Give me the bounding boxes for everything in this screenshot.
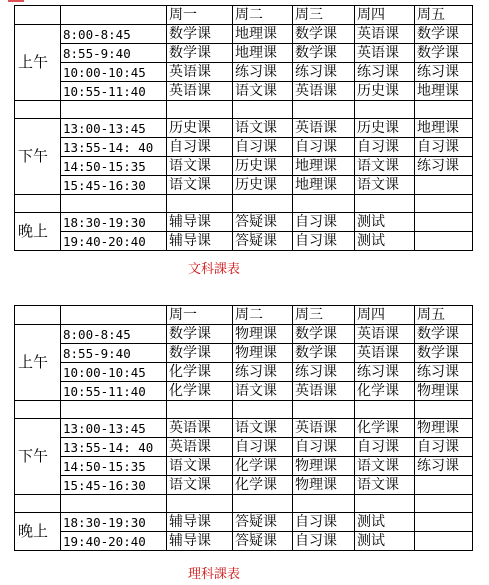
subject-cell — [415, 476, 473, 495]
subject-cell: 练习课 — [233, 63, 293, 82]
empty-cell — [233, 101, 293, 119]
table-row — [15, 138, 473, 157]
subject-cell: 英语课 — [293, 382, 355, 401]
time-slot: 18:30-19:30 — [61, 213, 167, 232]
time-slot: 14:50-15:35 — [61, 157, 167, 176]
empty-cell — [167, 401, 233, 419]
subject-cell: 自习课 — [293, 532, 355, 551]
table-row — [15, 457, 473, 476]
subject-cell: 自习课 — [293, 232, 355, 251]
science-timetable — [14, 305, 473, 551]
subject-cell: 英语课 — [293, 419, 355, 438]
day-header: 周二 — [233, 306, 293, 325]
table-row — [15, 25, 473, 44]
subject-cell: 辅导课 — [167, 513, 233, 532]
time-slot: 15:45-16:30 — [61, 476, 167, 495]
header-row — [15, 6, 473, 25]
time-slot: 13:55-14: 40 — [61, 438, 167, 457]
subject-cell: 语文课 — [355, 457, 415, 476]
subject-cell: 测试 — [355, 213, 415, 232]
table-row — [15, 476, 473, 495]
subject-cell: 英语课 — [167, 82, 233, 101]
subject-cell: 英语课 — [293, 82, 355, 101]
table-row — [15, 325, 473, 344]
subject-cell — [415, 176, 473, 195]
subject-cell: 自习课 — [355, 138, 415, 157]
day-header: 周五 — [415, 306, 473, 325]
corner-cell — [15, 306, 61, 325]
empty-cell — [415, 195, 473, 213]
subject-cell: 练习课 — [415, 157, 473, 176]
empty-cell — [15, 401, 61, 419]
subject-cell: 地理课 — [233, 44, 293, 63]
subject-cell: 英语课 — [167, 63, 233, 82]
time-slot: 13:00-13:45 — [61, 119, 167, 138]
subject-cell: 地理课 — [415, 82, 473, 101]
subject-cell: 英语课 — [355, 44, 415, 63]
subject-cell: 自习课 — [415, 438, 473, 457]
subject-cell: 语文课 — [233, 419, 293, 438]
subject-cell: 历史课 — [355, 119, 415, 138]
subject-cell: 英语课 — [167, 438, 233, 457]
time-slot: 13:55-14: 40 — [61, 138, 167, 157]
day-header: 周一 — [167, 306, 233, 325]
subject-cell: 化学课 — [355, 419, 415, 438]
subject-cell: 自习课 — [355, 438, 415, 457]
subject-cell: 物理课 — [233, 344, 293, 363]
time-slot: 18:30-19:30 — [61, 513, 167, 532]
empty-cell — [355, 401, 415, 419]
day-header: 周一 — [167, 6, 233, 25]
subject-cell: 英语课 — [167, 419, 233, 438]
subject-cell: 自习课 — [167, 138, 233, 157]
separator-row — [15, 195, 473, 213]
empty-cell — [15, 101, 61, 119]
liberal-arts-timetable — [14, 5, 473, 251]
subject-cell: 英语课 — [355, 344, 415, 363]
table-row — [15, 176, 473, 195]
subject-cell — [415, 513, 473, 532]
subject-cell: 自习课 — [415, 138, 473, 157]
empty-cell — [293, 401, 355, 419]
empty-cell — [415, 495, 473, 513]
subject-cell: 练习课 — [355, 63, 415, 82]
table-row — [15, 44, 473, 63]
subject-cell: 自习课 — [233, 138, 293, 157]
table-row — [15, 419, 473, 438]
empty-cell — [61, 401, 167, 419]
subject-cell: 化学课 — [233, 457, 293, 476]
subject-cell: 化学课 — [167, 382, 233, 401]
time-header-cell — [61, 6, 167, 25]
subject-cell: 数学课 — [293, 44, 355, 63]
subject-cell: 英语课 — [355, 25, 415, 44]
subject-cell — [415, 232, 473, 251]
period-label: 晚上 — [15, 513, 61, 551]
empty-cell — [293, 495, 355, 513]
table-row — [15, 363, 473, 382]
table-row — [15, 382, 473, 401]
period-label: 下午 — [15, 119, 61, 195]
subject-cell: 数学课 — [293, 344, 355, 363]
time-slot: 8:55-9:40 — [61, 44, 167, 63]
time-slot: 19:40-20:40 — [61, 532, 167, 551]
time-slot: 19:40-20:40 — [61, 232, 167, 251]
subject-cell: 答疑课 — [233, 232, 293, 251]
empty-cell — [355, 101, 415, 119]
subject-cell: 化学课 — [355, 382, 415, 401]
subject-cell: 地理课 — [293, 157, 355, 176]
subject-cell: 历史课 — [233, 157, 293, 176]
subject-cell: 自习课 — [293, 438, 355, 457]
table-row — [15, 213, 473, 232]
subject-cell: 数学课 — [415, 344, 473, 363]
day-header: 周四 — [355, 6, 415, 25]
table-row — [15, 232, 473, 251]
subject-cell: 物理课 — [293, 457, 355, 476]
period-label: 上午 — [15, 25, 61, 101]
table-row — [15, 438, 473, 457]
time-slot: 15:45-16:30 — [61, 176, 167, 195]
day-header: 周二 — [233, 6, 293, 25]
subject-cell: 物理课 — [415, 382, 473, 401]
time-slot: 10:55-11:40 — [61, 82, 167, 101]
subject-cell: 答疑课 — [233, 213, 293, 232]
subject-cell: 历史课 — [167, 119, 233, 138]
corner-cell — [15, 6, 61, 25]
subject-cell: 语文课 — [167, 476, 233, 495]
subject-cell: 数学课 — [415, 325, 473, 344]
day-header: 周三 — [293, 6, 355, 25]
subject-cell: 自习课 — [233, 438, 293, 457]
subject-cell: 语文课 — [355, 476, 415, 495]
subject-cell: 数学课 — [415, 25, 473, 44]
empty-cell — [415, 101, 473, 119]
empty-cell — [415, 401, 473, 419]
subject-cell: 地理课 — [293, 176, 355, 195]
time-slot: 14:50-15:35 — [61, 457, 167, 476]
header-row — [15, 306, 473, 325]
empty-cell — [61, 101, 167, 119]
subject-cell: 练习课 — [293, 363, 355, 382]
subject-cell: 练习课 — [415, 63, 473, 82]
time-slot: 8:00-8:45 — [61, 25, 167, 44]
subject-cell: 语文课 — [167, 157, 233, 176]
subject-cell — [415, 213, 473, 232]
subject-cell: 练习课 — [293, 63, 355, 82]
table-row — [15, 532, 473, 551]
subject-cell: 练习课 — [233, 363, 293, 382]
subject-cell: 英语课 — [293, 119, 355, 138]
subject-cell: 答疑课 — [233, 513, 293, 532]
subject-cell: 练习课 — [355, 363, 415, 382]
separator-row — [15, 101, 473, 119]
subject-cell: 数学课 — [167, 25, 233, 44]
empty-cell — [15, 495, 61, 513]
empty-cell — [167, 495, 233, 513]
subject-cell: 自习课 — [293, 138, 355, 157]
subject-cell: 数学课 — [167, 344, 233, 363]
time-slot: 8:55-9:40 — [61, 344, 167, 363]
science-caption: 理科課表 — [188, 567, 241, 582]
subject-cell: 化学课 — [167, 363, 233, 382]
subject-cell: 辅导课 — [167, 213, 233, 232]
empty-cell — [61, 195, 167, 213]
time-slot: 10:00-10:45 — [61, 363, 167, 382]
table-row — [15, 82, 473, 101]
subject-cell: 物理课 — [415, 419, 473, 438]
subject-cell: 地理课 — [233, 25, 293, 44]
subject-cell: 语文课 — [233, 382, 293, 401]
separator-row — [15, 401, 473, 419]
empty-cell — [61, 495, 167, 513]
subject-cell: 练习课 — [415, 363, 473, 382]
subject-cell: 语文课 — [233, 119, 293, 138]
day-header: 周五 — [415, 6, 473, 25]
subject-cell: 答疑课 — [233, 532, 293, 551]
subject-cell: 语文课 — [355, 157, 415, 176]
subject-cell: 辅导课 — [167, 232, 233, 251]
subject-cell: 地理课 — [415, 119, 473, 138]
time-slot: 13:00-13:45 — [61, 419, 167, 438]
table-row — [15, 63, 473, 82]
empty-cell — [293, 101, 355, 119]
period-label: 下午 — [15, 419, 61, 495]
empty-cell — [167, 195, 233, 213]
empty-cell — [233, 401, 293, 419]
subject-cell: 历史课 — [233, 176, 293, 195]
subject-cell: 测试 — [355, 532, 415, 551]
subject-cell — [415, 532, 473, 551]
empty-cell — [355, 195, 415, 213]
subject-cell: 语文课 — [167, 176, 233, 195]
time-slot: 10:55-11:40 — [61, 382, 167, 401]
subject-cell: 数学课 — [167, 325, 233, 344]
subject-cell: 语文课 — [233, 82, 293, 101]
table-row — [15, 344, 473, 363]
subject-cell: 数学课 — [167, 44, 233, 63]
empty-cell — [355, 495, 415, 513]
subject-cell: 英语课 — [355, 325, 415, 344]
subject-cell: 化学课 — [233, 476, 293, 495]
subject-cell: 物理课 — [293, 476, 355, 495]
table-row — [15, 513, 473, 532]
table-row — [15, 157, 473, 176]
subject-cell: 数学课 — [293, 325, 355, 344]
subject-cell: 测试 — [355, 232, 415, 251]
subject-cell: 语文课 — [355, 176, 415, 195]
subject-cell: 历史课 — [355, 82, 415, 101]
subject-cell: 练习课 — [415, 457, 473, 476]
subject-cell: 数学课 — [415, 44, 473, 63]
subject-cell: 测试 — [355, 513, 415, 532]
subject-cell: 语文课 — [167, 457, 233, 476]
subject-cell: 数学课 — [293, 25, 355, 44]
time-slot: 8:00-8:45 — [61, 325, 167, 344]
day-header: 周四 — [355, 306, 415, 325]
empty-cell — [233, 495, 293, 513]
separator-row — [15, 495, 473, 513]
liberal-arts-caption: 文科課表 — [188, 262, 241, 277]
subject-cell: 自习课 — [293, 213, 355, 232]
subject-cell: 物理课 — [233, 325, 293, 344]
subject-cell: 辅导课 — [167, 532, 233, 551]
empty-cell — [233, 195, 293, 213]
table-row — [15, 119, 473, 138]
subject-cell: 自习课 — [293, 513, 355, 532]
top-edge-mark — [8, 0, 24, 2]
time-slot: 10:00-10:45 — [61, 63, 167, 82]
time-header-cell — [61, 306, 167, 325]
empty-cell — [293, 195, 355, 213]
empty-cell — [15, 195, 61, 213]
empty-cell — [167, 101, 233, 119]
period-label: 晚上 — [15, 213, 61, 251]
period-label: 上午 — [15, 325, 61, 401]
day-header: 周三 — [293, 306, 355, 325]
